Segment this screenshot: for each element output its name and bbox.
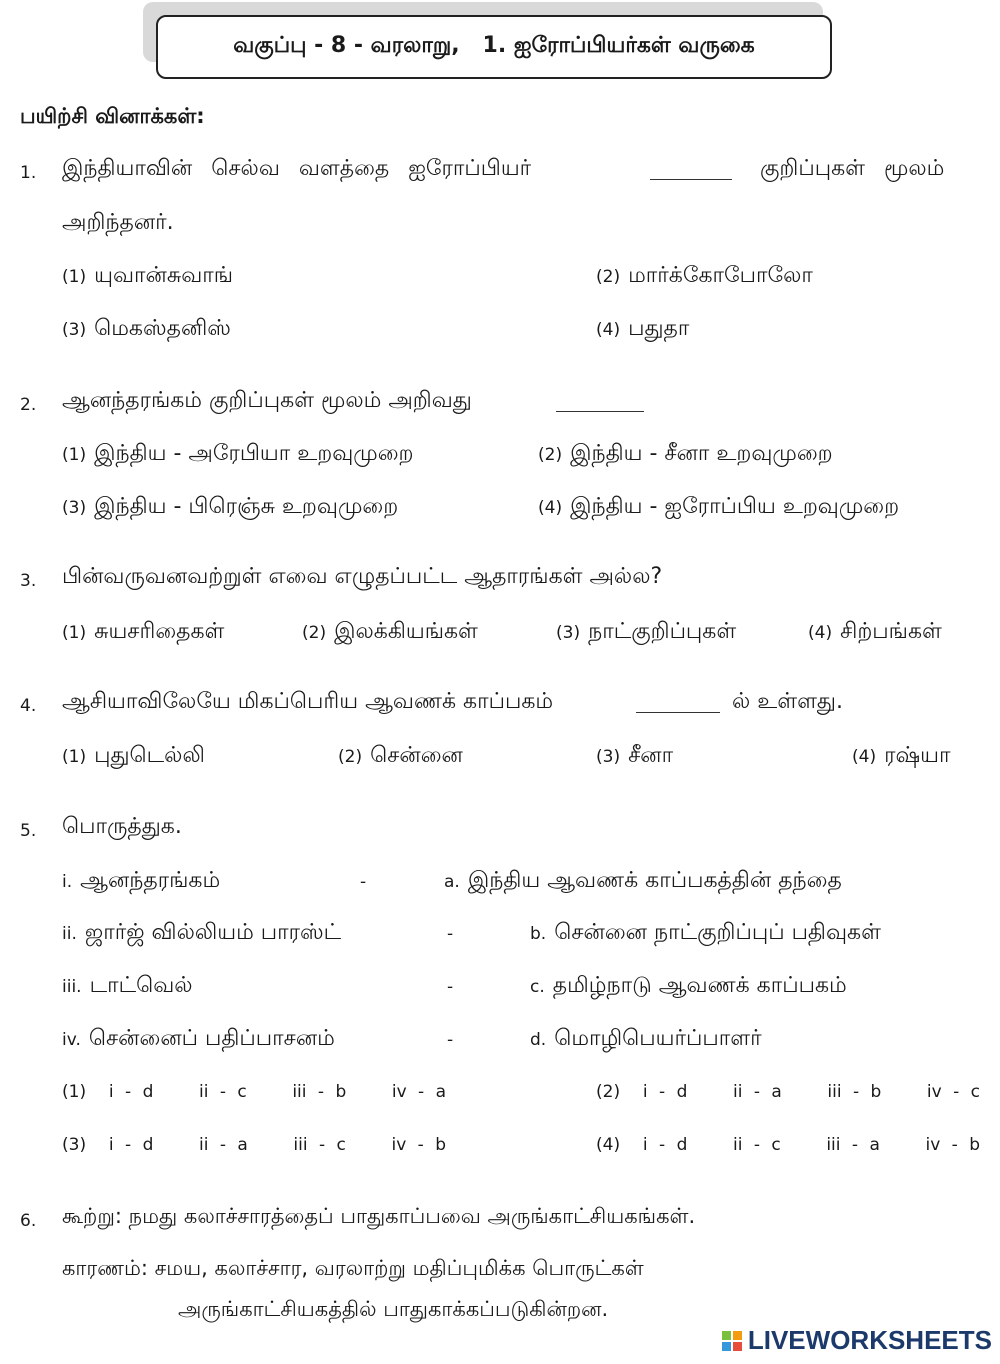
question-1-number: 1. (20, 163, 37, 183)
question-2-option-1[interactable]: (1) இந்திய - அரேபியா உறவுமுறை (62, 441, 414, 466)
match-left-item: i. ஆனந்தரங்கம் (62, 868, 221, 893)
question-2-blank[interactable] (556, 410, 644, 412)
match-dash: - (360, 872, 367, 892)
question-1-option-4[interactable]: (4) பதுதா (596, 316, 690, 341)
match-dash: - (447, 1030, 454, 1050)
match-right-item: b. சென்னை நாட்குறிப்புப் பதிவுகள் (530, 920, 881, 945)
question-4-blank[interactable] (636, 711, 720, 713)
match-left-item: iv. சென்னைப் பதிப்பாசனம் (62, 1026, 335, 1051)
question-4-option-4[interactable]: (4) ரஷ்யா (852, 743, 951, 768)
question-2-option-2[interactable]: (2) இந்திய - சீனா உறவுமுறை (538, 441, 833, 466)
question-3-option-4[interactable]: (4) சிற்பங்கள் (808, 619, 942, 644)
match-dash: - (447, 977, 454, 997)
question-1-option-3[interactable]: (3) மெகஸ்தனிஸ் (62, 316, 231, 341)
question-5-number: 5. (20, 821, 37, 841)
liveworksheets-icon (722, 1331, 742, 1351)
question-2-option-3[interactable]: (3) இந்திய - பிரெஞ்சு உறவுமுறை (62, 494, 399, 519)
worksheet-header (156, 15, 832, 79)
question-4-option-1[interactable]: (1) புதுடெல்லி (62, 743, 205, 768)
question-4-text-part1: ஆசியாவிலேயே மிகப்பெரிய ஆவணக் காப்பகம் (62, 689, 554, 714)
match-left-item: iii. டாட்வெல் (62, 973, 193, 998)
question-1-text-part2: குறிப்புகள் மூலம் (760, 156, 945, 181)
question-6-reason-line1: காரணம்: சமய, கலாச்சார, வரலாற்று மதிப்புமிக்க பொருட்கள் (62, 1256, 644, 1280)
question-1-blank[interactable] (650, 178, 732, 180)
question-3-option-3[interactable]: (3) நாட்குறிப்புகள் (556, 619, 737, 644)
question-3-option-2[interactable]: (2) இலக்கியங்கள் (302, 619, 478, 644)
question-1-text-part1: இந்தியாவின் செல்வ வளத்தை ஐரோப்பியர் (62, 156, 532, 181)
question-6-number: 6. (20, 1211, 37, 1231)
question-2-option-4[interactable]: (4) இந்திய - ஐரோப்பிய உறவுமுறை (538, 494, 900, 519)
match-left-item: ii. ஜார்ஜ் வில்லியம் பாரஸ்ட் (62, 920, 342, 945)
question-5-option-3[interactable]: (3) i - d ii - a iii - c iv - b (62, 1135, 446, 1155)
match-right-item: c. தமிழ்நாடு ஆவணக் காப்பகம் (530, 973, 847, 998)
question-5-option-4[interactable]: (4) i - d ii - c iii - a iv - b (596, 1135, 980, 1155)
question-3-text: பின்வருவனவற்றுள் எவை எழுதப்பட்ட ஆதாரங்கள் அல்ல? (62, 564, 663, 589)
question-3-number: 3. (20, 571, 37, 591)
liveworksheets-text: LIVEWORKSHEETS (747, 1325, 992, 1355)
question-2-number: 2. (20, 395, 37, 415)
liveworksheets-logo (722, 1325, 992, 1356)
question-5-option-2[interactable]: (2) i - d ii - a iii - b iv - c (596, 1082, 980, 1102)
question-4-option-3[interactable]: (3) சீனா (596, 743, 674, 768)
match-right-item: a. இந்திய ஆவணக் காப்பகத்தின் தந்தை (444, 868, 842, 893)
question-6-reason-line2: அருங்காட்சியகத்தில் பாதுகாக்கப்படுகின்றன. (178, 1297, 609, 1321)
section-title: பயிற்சி வினாக்கள்: (20, 104, 205, 128)
match-dash: - (447, 924, 454, 944)
match-right-item: d. மொழிபெயர்ப்பாளர் (530, 1026, 762, 1051)
question-6-assertion: கூற்று: நமது கலாச்சாரத்தைப் பாதுகாப்பவை அருங்காட்சியகங்கள். (62, 1204, 696, 1228)
question-4-text-part2: ல் உள்ளது. (732, 689, 843, 714)
question-1-option-2[interactable]: (2) மார்க்கோபோலோ (596, 263, 813, 288)
question-2-text: ஆனந்தரங்கம் குறிப்புகள் மூலம் அறிவது (62, 388, 472, 413)
question-1-text-line2: அறிந்தனர். (62, 210, 174, 235)
question-5-text: பொருத்துக. (62, 814, 182, 839)
question-4-number: 4. (20, 696, 37, 716)
question-1-option-1[interactable]: (1) யுவான்சுவாங் (62, 263, 234, 288)
question-5-option-1[interactable]: (1) i - d ii - c iii - b iv - a (62, 1082, 446, 1102)
question-4-option-2[interactable]: (2) சென்னை (338, 743, 463, 768)
question-3-option-1[interactable]: (1) சுயசரிதைகள் (62, 619, 225, 644)
worksheet-title: வகுப்பு - 8 - வரலாறு, 1. ஐரோப்பியர்கள் வருகை (233, 33, 755, 58)
